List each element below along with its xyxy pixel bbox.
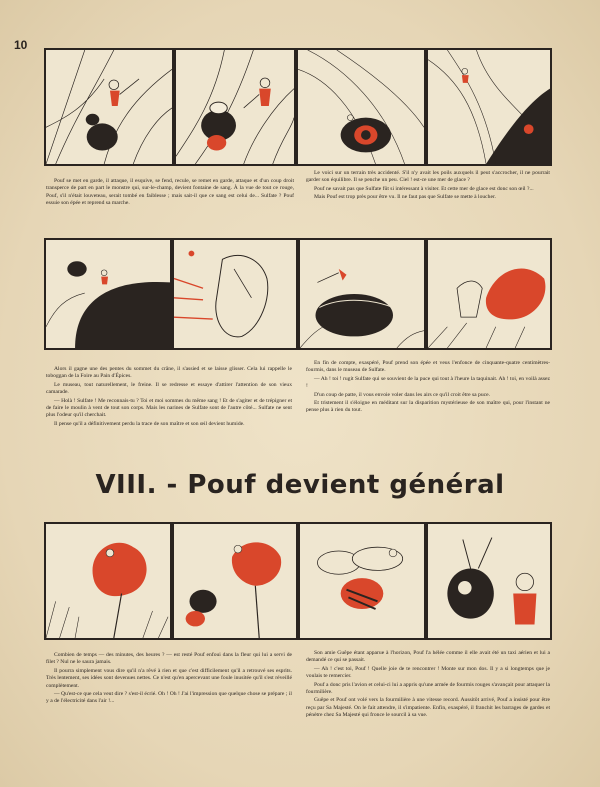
panel-1-3 bbox=[296, 48, 426, 166]
chapter-title: VIII. - Pouf devient général bbox=[95, 470, 505, 500]
text-block-2 bbox=[306, 170, 550, 203]
paragraph: Son amie Guêpe étant apparue à l'horizon, Pouf l'a hélée comme il elle avait été un taxi aérien et lui a demandé ce qui se passait. bbox=[306, 650, 550, 664]
panel-1-4 bbox=[426, 48, 552, 166]
paragraph: Mais Pouf est trop près pour être vu. Il ne faut pas que Sulfate se mette à loucher. bbox=[314, 194, 496, 201]
text-block-3 bbox=[46, 366, 292, 429]
text-block-4 bbox=[306, 360, 550, 416]
paragraph: — Ah ! c'est toi, Pouf ! Quelle joie de te rencontrer ! Monte sur mon dos. Il y a si longtemps que je voulais te remercier. bbox=[306, 665, 550, 680]
paragraph: Pouf ne savait pas que Sulfate fût si intéressant à visiter. Et cette mer de glace est donc son œil ?... bbox=[314, 185, 534, 192]
paragraph: Pouf se met en garde, il attaque, il esquive, se fend, recule, se remet en garde, attaque et d'un coup droit transperce de part en part le monstre qui, sur-le-champ, devient fontaine de sang. À la vue de tout ce rouge, Pouf, s'il n'était louveteau, serait tombé en faiblesse ; mais sait-il que ce sang est celui de... Sulfate ? Pouf essuie son épée et reprend sa marche. bbox=[46, 178, 294, 207]
panel-2-4 bbox=[426, 238, 552, 350]
text-block-6 bbox=[306, 650, 550, 721]
paragraph: Combien de temps — des minutes, des heures ? — est resté Pouf enfoui dans la fleur qui lui a servi de filet ? Nul ne le saura jamais. bbox=[46, 652, 292, 666]
panel-1-1 bbox=[44, 48, 174, 166]
paragraph: Le voici sur un terrain très accidenté. S'il n'y avait les poils auxquels il peut s'accrocher, il ne pourrait garder son équilibre. Il se penche un peu. Ciel ! est-ce une mer de glace ? bbox=[306, 170, 550, 184]
paragraph: Et tristement il s'éloigne en méditant sur la disparition mystérieuse de son maître qui, pour l'instant ne pense plus à rien du tout. bbox=[306, 400, 550, 414]
panel-3-3 bbox=[298, 522, 426, 640]
paragraph: En fin de compte, exaspéré, Pouf prend son épée et veus l'enfonce de cinquante-quatre centimètres-fourmis, dans le museau de Sulfate. bbox=[306, 360, 550, 374]
panel-2-3 bbox=[298, 238, 426, 350]
panel-1-2 bbox=[174, 48, 296, 166]
paragraph: — Holà ! Sulfate ! Me reconnais-tu ? Toi et moi sommes du même sang ! Et de s'agiter et de trépigner et de faire le moulin à vent de tout son corps. Mais les narines de Sulfate sont de l'autre côté... Sulfate ne sent plus l'odeur qu'il cherchait. bbox=[46, 397, 292, 419]
panel-2-2 bbox=[172, 238, 298, 350]
page-number: 10 bbox=[14, 38, 28, 52]
paragraph: Guêpe et Pouf ont volé vers la fourmilière à une vitesse record. Aussitôt arrivé, Pouf a insisté pour être reçu par Sa Majesté. On le fait attendre, il s'impatiente. Enfin, exaspéré, il franchit les barrages de gardes et pénètre chez Sa Majesté qui fronce le sourcil à sa vue. bbox=[306, 697, 550, 719]
paragraph: Alors il gagne une des pentes du sommet du crâne, il s'assied et se laisse glisser. Cela lui rappelle le toboggan de la Foire au Pain d'Épices. bbox=[46, 366, 292, 380]
panel-3-2 bbox=[172, 522, 298, 640]
panel-3-1 bbox=[44, 522, 172, 640]
text-block-1 bbox=[46, 178, 294, 209]
paragraph: D'un coup de patte, il vous envoie voler dans les airs ce qu'il croit être sa puce. bbox=[314, 391, 490, 398]
paragraph: Il pourra simplement vous dire qu'il n'a rêvé à rien et que c'est difficilement qu'il a retrouvé ses esprits. Très lentement, ses idées sont devenues nettes. Ce n'est qu'en apercevant une foule inusitée qu'il s'est réveillé complètement. bbox=[46, 667, 292, 689]
paragraph: Pouf a donc pris l'avion et celui-ci lui a appris qu'une armée de fourmis rouges s'avançait pour attaquer la fourmilière. bbox=[306, 681, 550, 696]
panel-2-1 bbox=[44, 238, 172, 350]
paragraph: — Qu'est-ce que cela veut dire ? s'est-il écrié. Oh ! Oh ! J'ai l'impression que quelque chose se prépare ; il y a de l'électricité dans l'air !... bbox=[46, 691, 292, 705]
panel-3-4 bbox=[426, 522, 552, 640]
text-block-5 bbox=[46, 652, 292, 707]
paragraph: — Ah ! toi ! rugit Sulfate qui se souvient de la puce qui tout à l'heure la taquinait. Ah ! toi, en voilà assez ! bbox=[306, 375, 550, 390]
paragraph: Il pense qu'il a définitivement perdu la trace de son maître et son œil devient humide. bbox=[54, 420, 245, 427]
paragraph: Le museau, tout naturellement, le freine. Il se redresse et essaye d'attirer l'attention de son vieux camarade. bbox=[46, 381, 292, 396]
